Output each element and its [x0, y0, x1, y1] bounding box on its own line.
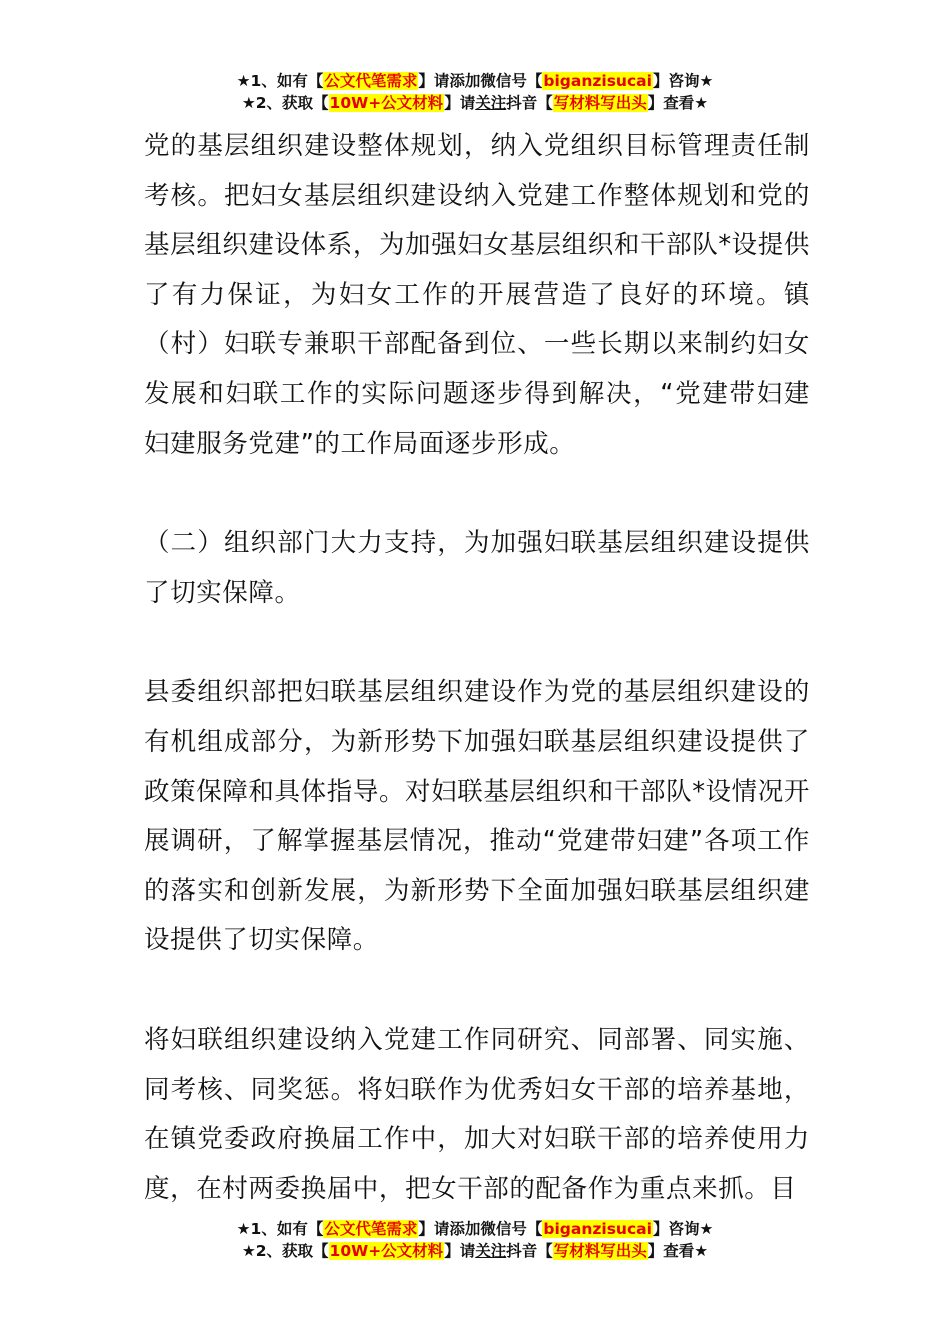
section-heading: （二）组织部门大力支持，为加强妇联基层组织建设提供了切实保障。 — [144, 528, 810, 608]
promo-text: ★1、如有【 — [236, 1220, 324, 1238]
promo-banner-bottom — [0, 1218, 950, 1262]
promo-text: 抖音【 — [506, 94, 553, 112]
promo-text: ★2、获取【 — [241, 94, 329, 112]
promo-highlight-account: 写材料写出头 — [553, 1242, 647, 1260]
promo-line-2 — [0, 1240, 950, 1262]
promo-text: 】请添加微信号【 — [418, 72, 543, 90]
promo-text: 】请添加微信号【 — [418, 1220, 543, 1238]
promo-highlight-account: 写材料写出头 — [553, 94, 647, 112]
promo-highlight: 公文代笔需求 — [324, 1220, 418, 1238]
promo-highlight: 10W+公文材料 — [329, 94, 444, 112]
document-body — [144, 122, 810, 1214]
promo-text: 】咨询★ — [652, 1220, 714, 1238]
paragraph-spacer — [144, 618, 810, 668]
promo-line-2 — [0, 92, 950, 114]
promo-text: ★2、获取【 — [241, 1242, 329, 1260]
body-paragraph: 将妇联组织建设纳入党建工作同研究、同部署、同实施、同考核、同奖惩。将妇联作为优秀妇女干部的培养基地，在镇党委政府换届工作中，加大对妇联干部的培养使用力度，在村两委换届中，把女干部的配备作为重点来抓。目 — [144, 1024, 810, 1204]
body-paragraph: 县委组织部把妇联基层组织建设作为党的基层组织建设的有机组成部分，为新形势下加强妇联基层组织建设提供了政策保障和具体指导。对妇联基层组织和干部队*设情况开展调研，了解掌握基层情况，推动“党建带妇建”各项工作的落实和创新发展，为新形势下全面加强妇联基层组织建设提供了切实保障。 — [144, 677, 810, 956]
promo-highlight-wechat-id: biganzisucai — [543, 1220, 652, 1238]
promo-text: 】请 — [444, 1242, 476, 1260]
paragraph-spacer — [144, 469, 810, 519]
promo-text: 】查看★ — [647, 1242, 709, 1260]
body-paragraph: 党的基层组织建设整体规划，纳入党组织目标管理责任制考核。把妇女基层组织建设纳入党建工作整体规划和党的基层组织建设体系，为加强妇女基层组织和干部队*设提供了有力保证，为妇女工作的开展营造了良好的环境。镇（村）妇联专兼职干部配备到位、一些长期以来制约妇女发展和妇联工作的实际问题逐步得到解决，“党建带妇建妇建服务党建”的工作局面逐步形成。 — [144, 131, 810, 459]
promo-text: 】查看★ — [647, 94, 709, 112]
promo-line-1 — [0, 1218, 950, 1240]
promo-highlight: 10W+公文材料 — [329, 1242, 444, 1260]
promo-text: ★1、如有【 — [236, 72, 324, 90]
promo-underlined-text: 关注 — [475, 94, 507, 112]
promo-highlight-wechat-id: biganzisucai — [543, 72, 652, 90]
promo-text: 】咨询★ — [652, 72, 714, 90]
promo-text: 抖音【 — [506, 1242, 553, 1260]
promo-text: 】请 — [444, 94, 476, 112]
promo-highlight: 公文代笔需求 — [324, 72, 418, 90]
promo-banner-top — [0, 70, 950, 114]
paragraph-spacer — [144, 966, 810, 1016]
promo-underlined-text: 关注 — [475, 1242, 507, 1260]
promo-line-1 — [0, 70, 950, 92]
